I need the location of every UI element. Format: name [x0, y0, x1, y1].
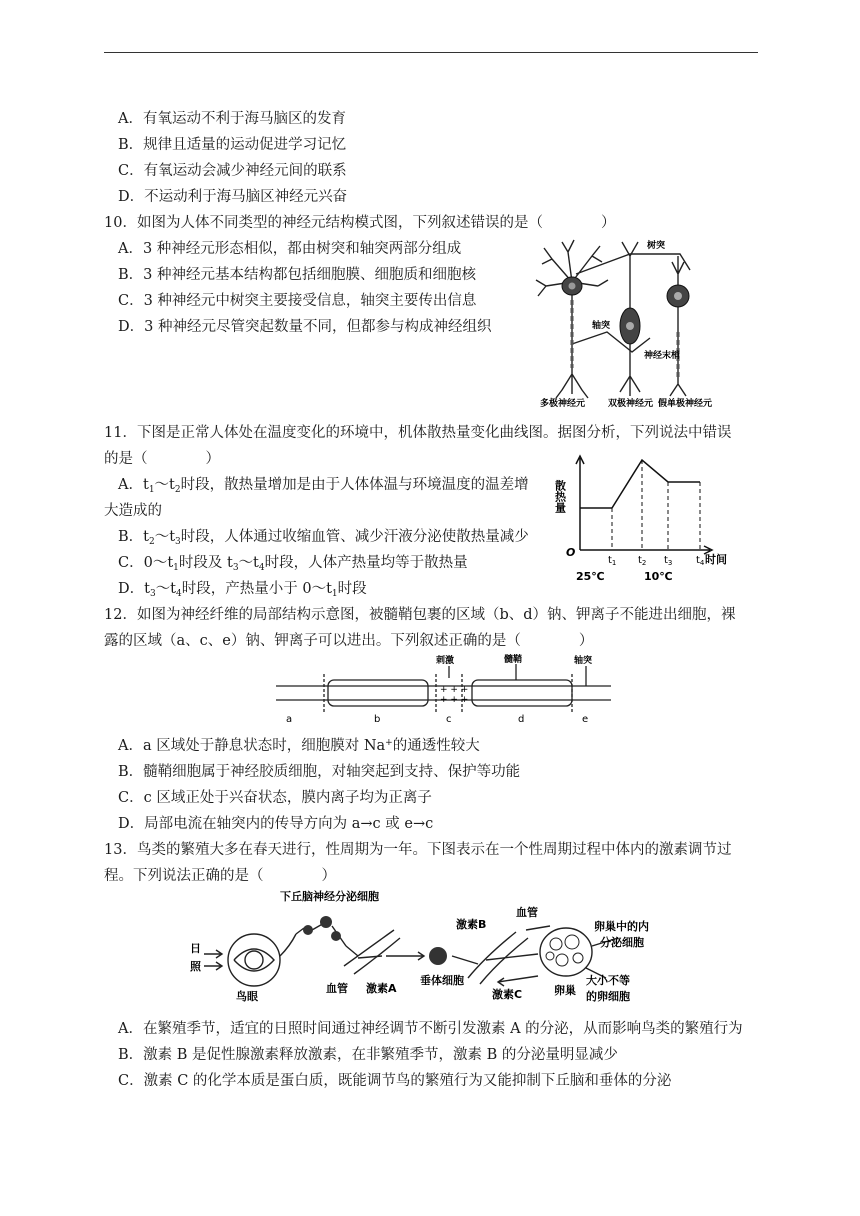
q13-stem-line2: 程。下列说法正确的是（ ） [104, 868, 336, 884]
label-sunlight-2: 照 [190, 960, 201, 973]
q11-option-b: B．$t_2\sim t_3$时段，人体通过收缩血管、减少汗液分泌使散热量减少 [118, 529, 529, 547]
q11-option-d: D．$t_3\sim t_4$时段，产热量小于 $0\sim t_1$时段 [118, 581, 367, 599]
label-pituitary: 垂体细胞 [420, 974, 464, 987]
q13-option-c: C．激素 C 的化学本质是蛋白质，既能调节鸟的繁殖行为又能抑制下丘脑和垂体的分泌 [118, 1073, 672, 1089]
tick-t4: $t_4$ [696, 555, 705, 567]
q10-option-a: A．3 种神经元形态相似，都由树突和轴突两部分组成 [118, 241, 462, 257]
neuron-figure [532, 234, 722, 410]
plus-sign: + + + [440, 695, 469, 705]
label-follicle-2: 的卵细胞 [586, 990, 630, 1003]
region-b: b [374, 714, 381, 725]
header-rule [104, 52, 758, 53]
q9-option-c: C．有氧运动会减少神经元间的联系 [118, 163, 347, 179]
label-axon: 轴突 [574, 656, 593, 666]
nerve-fiber-figure [276, 654, 616, 726]
tick-t3: $t_3$ [664, 555, 673, 567]
q12-stem-line1: 12．如图为神经纤维的局部结构示意图，被髓鞘包裹的区域（b、d）钠、钾离子不能进出细胞，裸 [104, 607, 736, 623]
label-axon: 轴突 [592, 321, 611, 331]
q10-option-c: C．3 种神经元中树突主要接受信息，轴突主要传出信息 [118, 293, 477, 309]
chart-origin: O [566, 546, 576, 559]
label-dendrite: 树突 [647, 241, 666, 251]
label-hormone-a: 激素A [366, 982, 397, 995]
label-multipolar: 多极神经元 [540, 399, 586, 409]
q13-stem-line1: 13．鸟类的繁殖大多在春天进行，性周期为一年。下图表示在一个性周期过程中体内的激素调节过 [104, 842, 732, 858]
q9-option-b: B．规律且适量的运动促进学习记忆 [118, 137, 347, 153]
label-hormone-b: 激素B [456, 918, 487, 931]
q13-option-b: B．激素 B 是促性腺激素释放激素，在非繁殖季节，激素 B 的分泌量明显减少 [118, 1047, 618, 1063]
q9-option-d: D．不运动利于海马脑区神经元兴奋 [118, 189, 348, 205]
region-a: a [286, 714, 293, 725]
label-bipolar: 双极神经元 [608, 399, 654, 409]
label-stimulus: 刺激 [436, 656, 455, 666]
label-blood-vessel-1: 血管 [326, 982, 348, 995]
q12-option-d: D．局部电流在轴突内的传导方向为 a→c 或 e→c [118, 816, 434, 832]
tick-t2: $t_2$ [638, 555, 647, 567]
label-nerve-terminal: 神经末梢 [644, 351, 681, 361]
q10-option-d: D．3 种神经元尽管突起数量不同，但都参与构成神经组织 [118, 319, 492, 335]
label-bird-eye: 鸟眼 [236, 990, 258, 1003]
heat-chart [553, 450, 730, 588]
q12-stem-line2: 露的区域（a、c、e）钠、钾离子可以进出。下列叙述正确的是（ ） [104, 633, 594, 649]
q12-option-a: A．a 区域处于静息状态时，细胞膜对 Na+的通透性较大 [118, 738, 480, 754]
label-follicle-1: 大小不等 [586, 974, 630, 987]
label-blood-vessel-2: 血管 [516, 906, 538, 919]
q11-option-a-cont: 大造成的 [104, 503, 162, 519]
q11-option-c: C．$0\sim t_1$时段及 $t_3\sim t_4$时段，人体产热量均等于散热量 [118, 555, 468, 573]
label-hypothalamus: 下丘脑神经分泌细胞 [280, 890, 379, 903]
region-e: e [582, 714, 589, 725]
q11-stem-line2: 的是（ ） [104, 451, 220, 467]
label-hormone-c: 激素C [492, 988, 523, 1001]
region-d: d [518, 714, 525, 725]
q11-stem-line1: 11．下图是正常人体处在温度变化的环境中，机体散热量变化曲线图。据图分析，下列说法中错误 [104, 425, 732, 441]
chart-ylabel: 散热量 [553, 480, 567, 513]
label-sunlight-1: 日 [190, 942, 201, 955]
q12-option-b: B．髓鞘细胞属于神经胶质细胞，对轴突起到支持、保护等功能 [118, 764, 521, 780]
q10-option-b: B．3 种神经元基本结构都包括细胞膜、细胞质和细胞核 [118, 267, 476, 283]
hormone-figure [186, 886, 674, 1012]
q13-option-a: A．在繁殖季节，适宜的日照时间通过神经调节不断引发激素 A 的分泌，从而影响鸟类的繁殖行为 [118, 1021, 743, 1037]
heat-curve [580, 460, 700, 508]
q10-stem: 10．如图为人体不同类型的神经元结构模式图，下列叙述错误的是（ ） [104, 215, 616, 231]
env-temp-10: 10℃ [644, 570, 673, 583]
chart-xlabel: 时间 [705, 553, 727, 566]
label-myelin: 髓鞘 [504, 655, 523, 665]
plus-sign: + + + [440, 685, 469, 695]
label-endocrine-1: 卵巢中的内 [594, 920, 649, 933]
label-pseudounipolar: 假单极神经元 [658, 399, 713, 409]
region-c: c [446, 714, 452, 725]
label-endocrine-2: 分泌细胞 [600, 936, 644, 949]
q11-option-a: A．$t_1\sim t_2$时段，散热量增加是由于人体体温与环境温度的温差增 [118, 477, 529, 495]
q12-option-c: C．c 区域正处于兴奋状态，膜内离子均为正离子 [118, 790, 432, 806]
env-temp-25: 25℃ [576, 570, 605, 583]
label-ovary: 卵巢 [554, 984, 576, 997]
q9-option-a: A．有氧运动不利于海马脑区的发育 [118, 111, 346, 127]
tick-t1: $t_1$ [608, 555, 617, 567]
